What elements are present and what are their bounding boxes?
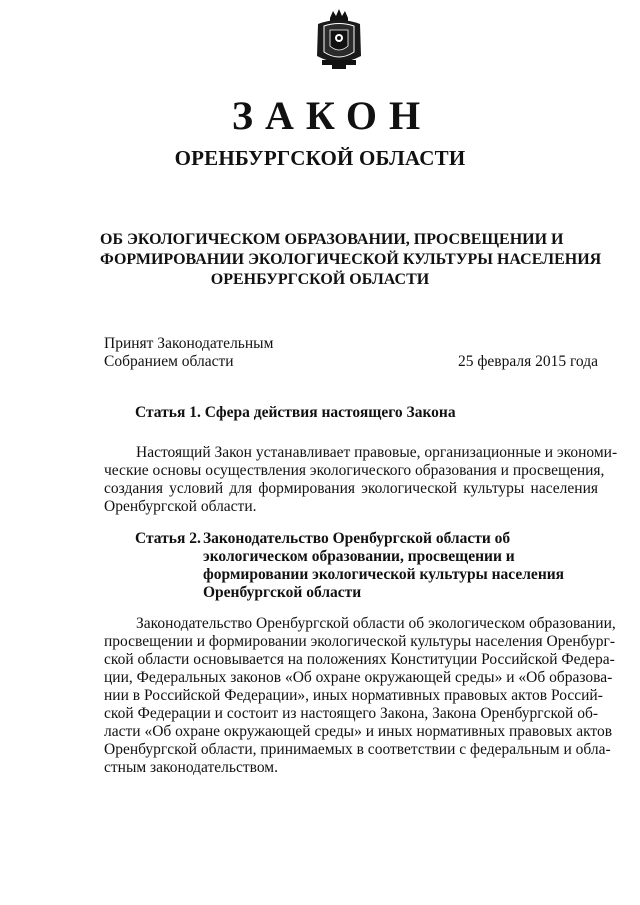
article-2-title-line: формировании экологической культуры населения <box>203 566 565 583</box>
article-2-title <box>203 530 564 602</box>
article-2-text <box>104 615 616 777</box>
text-line: нии в Российской Федерации», иных нормативных правовых актов Россий- <box>104 687 603 704</box>
document-title-line: ФОРМИРОВАНИИ ЭКОЛОГИЧЕСКОЙ КУЛЬТУРЫ НАСЕЛЕНИЯ <box>100 251 602 268</box>
text-line: просвещении и формировании экологической культуры населения Оренбург- <box>104 633 615 650</box>
text-line: ской Федерации и состоит из настоящего Закона, Закона Оренбургской об- <box>104 705 598 722</box>
adoption-line: Собранием области <box>104 353 234 370</box>
adoption-date: 25 февраля 2015 года <box>457 353 598 370</box>
article-1-text <box>104 444 618 516</box>
article-2-title-line: экологическом образовании, просвещении и <box>203 548 515 565</box>
text-line: стным законодательством. <box>104 759 278 776</box>
document-title-line: ОРЕНБУРГСКОЙ ОБЛАСТИ <box>210 271 430 288</box>
text-line: ции, Федеральных законов «Об охране окружающей среды» и «Об образова- <box>104 669 613 686</box>
article-2-number: Статья 2. <box>135 530 201 547</box>
article-2-title-line: Законодательство Оренбургской области об <box>203 530 511 547</box>
region-heading: ОРЕНБУРГСКОЙ ОБЛАСТИ <box>174 146 466 170</box>
adoption-line: Принят Законодательным <box>104 335 274 352</box>
article-2-title-line: Оренбургской области <box>203 584 362 601</box>
text-line: ческие основы осуществления экологического образования и просвещения, <box>104 462 605 479</box>
document-title <box>100 230 602 290</box>
document-title-line: ОБ ЭКОЛОГИЧЕСКОМ ОБРАЗОВАНИИ, ПРОСВЕЩЕНИИ И <box>100 231 564 248</box>
text-line: ласти «Об охране окружающей среды» и иных нормативных правовых актов <box>104 723 613 740</box>
coat-of-arms-icon <box>312 8 366 70</box>
law-heading: ЗАКОН <box>231 93 433 138</box>
adoption-body <box>104 335 273 371</box>
text-line: Оренбургской области, принимаемых в соответствии с федеральным и обла- <box>104 741 611 758</box>
text-line: Настоящий Закон устанавливает правовые, организационные и экономи- <box>136 444 618 461</box>
text-line: ской области основывается на положениях Конституции Российской Федера- <box>104 651 615 668</box>
text-line: Оренбургской области. <box>104 498 257 515</box>
text-line: Законодательство Оренбургской области об экологическом образовании, <box>136 615 616 632</box>
article-1-heading: Статья 1. Сфера действия настоящего Закона <box>135 404 456 421</box>
text-line: создания условий для формирования экологической культуры населения <box>104 480 598 497</box>
